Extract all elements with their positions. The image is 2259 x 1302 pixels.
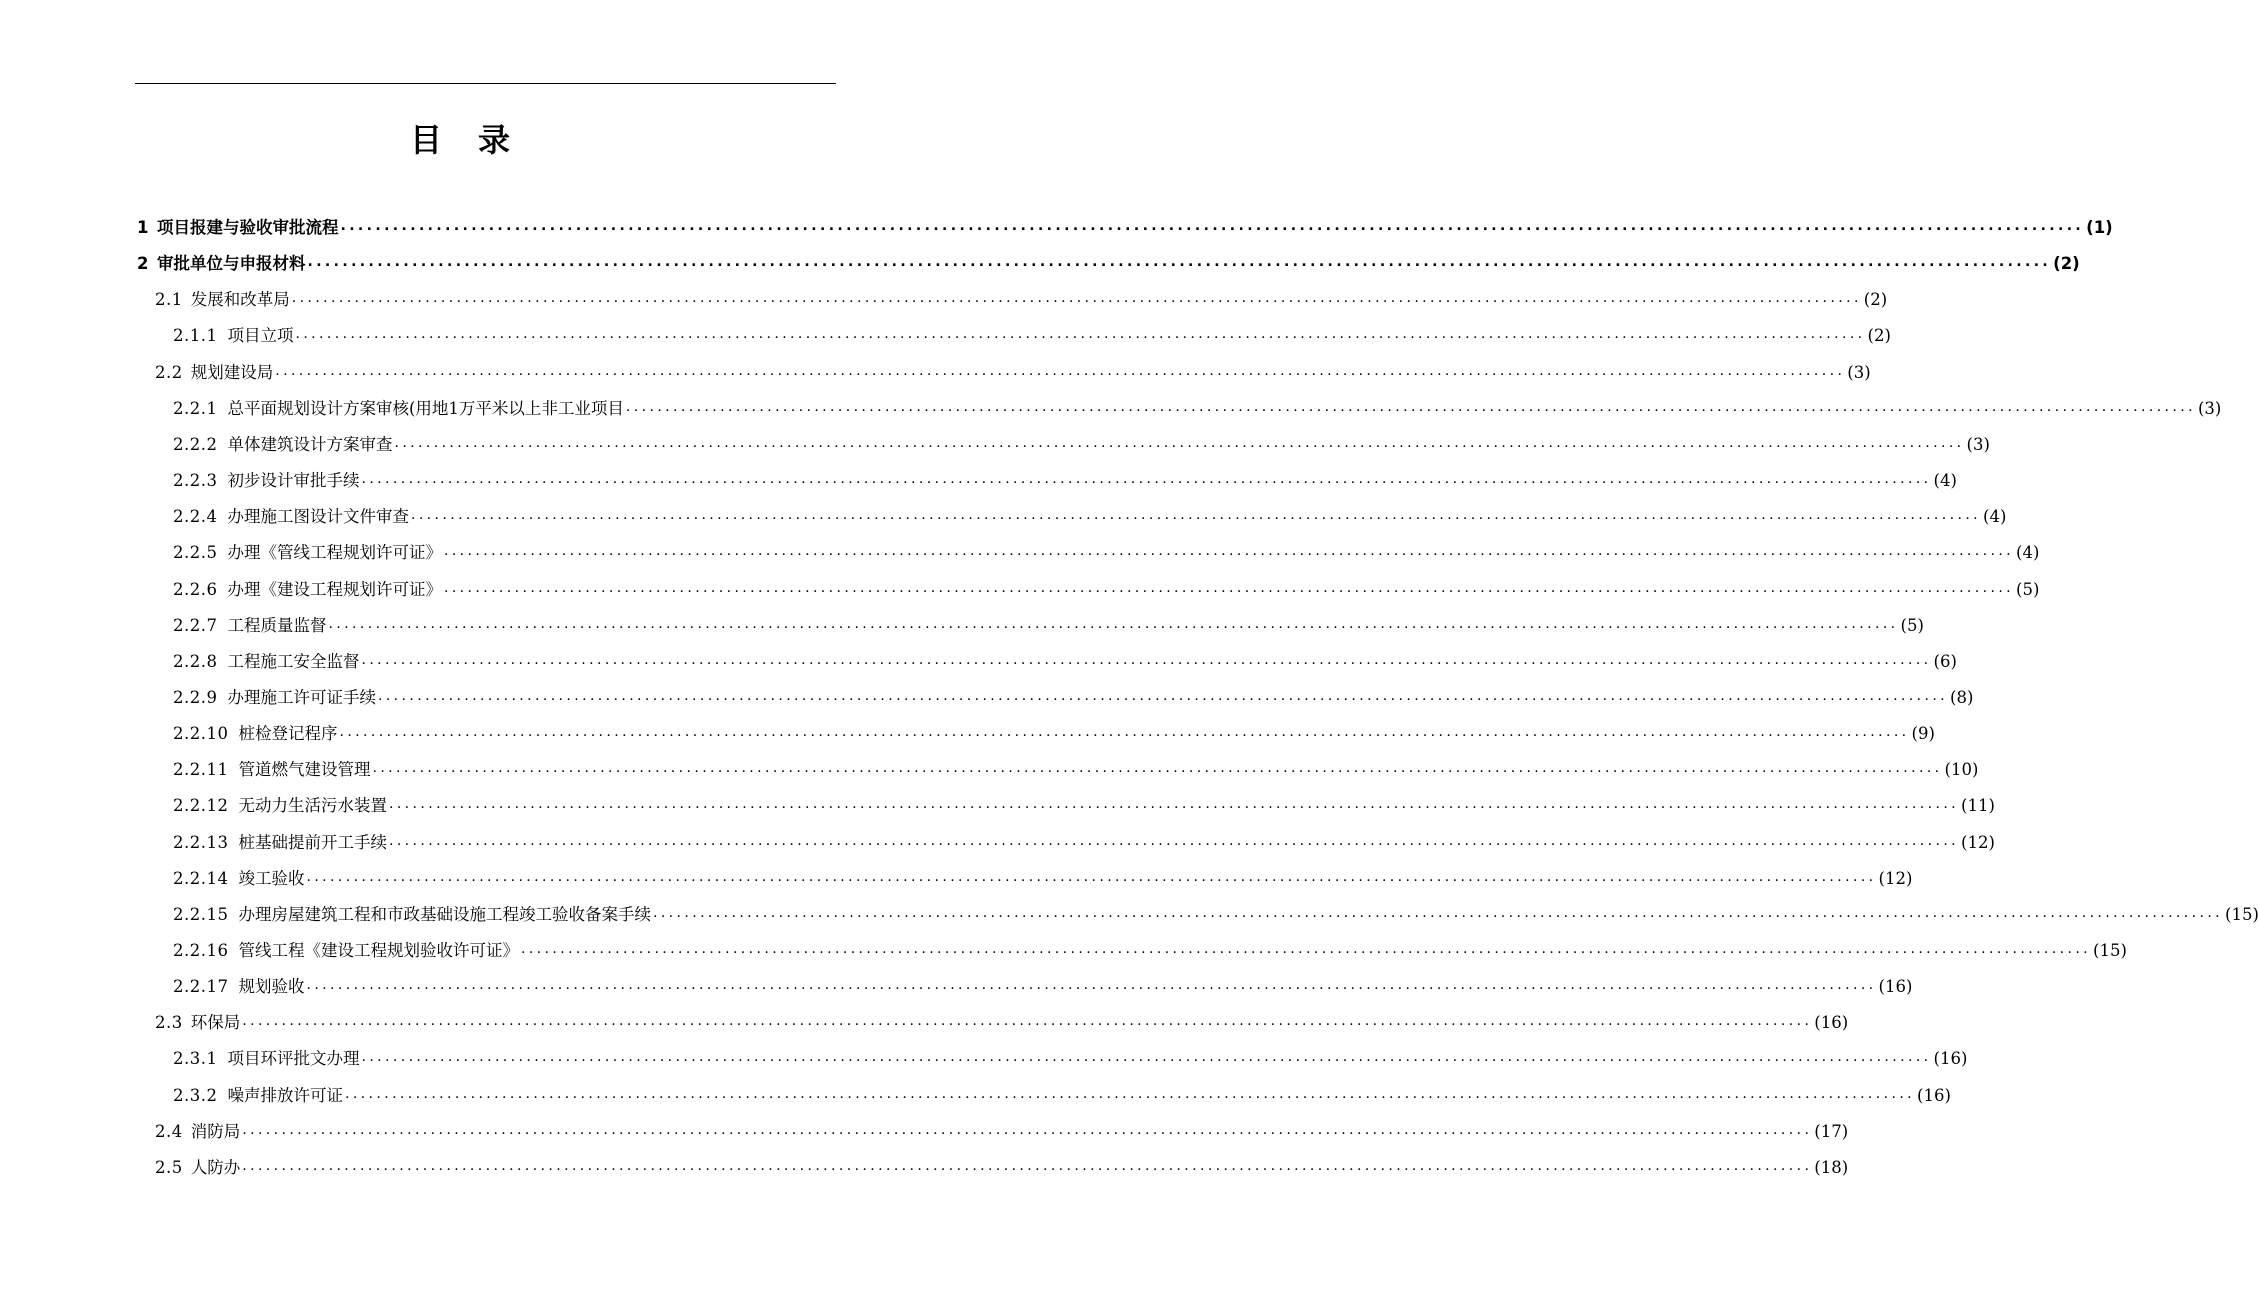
toc-entry[interactable]: [173, 393, 2222, 419]
toc-leader-dots: ........................................................................................................................................................................................................: [361, 652, 1932, 668]
toc-entry[interactable]: [173, 1043, 1968, 1069]
toc-entry-title: 项目报建与验收审批流程: [156, 218, 339, 237]
toc-entry-number: 2.1: [155, 290, 183, 309]
toc-leader-dots: ........................................................................................................................................................................................................: [361, 471, 1932, 487]
toc-entry-title: 办理施工图设计文件审查: [227, 507, 409, 526]
toc-leader-dots: ........................................................................................................................................................................................................: [625, 399, 2196, 415]
toc-entry-title: 单体建筑设计方案审查: [227, 435, 393, 454]
toc-leader-dots: ........................................................................................................................................................................................................: [388, 796, 1960, 812]
toc-leader-dots: ........................................................................................................................................................................................................: [275, 363, 1846, 379]
toc-entry[interactable]: [173, 682, 1974, 708]
toc-entry-page: (18): [1814, 1158, 1849, 1177]
toc-entry[interactable]: [173, 320, 1891, 346]
toc-leader-dots: ........................................................................................................................................................................................................: [306, 869, 1877, 885]
toc-entry-title: 环保局: [190, 1013, 241, 1032]
toc-entry-number: 2.2.17: [173, 977, 229, 996]
toc-entry[interactable]: [173, 537, 2040, 563]
toc-entry[interactable]: [155, 1116, 1849, 1142]
toc-entry[interactable]: [137, 248, 2080, 274]
toc-leader-dots: ........................................................................................................................................................................................................: [443, 543, 2015, 559]
toc-entry[interactable]: [173, 971, 1913, 997]
toc-entry[interactable]: [173, 646, 1957, 672]
toc-leader-dots: ........................................................................................................................................................................................................: [361, 1049, 1932, 1065]
toc-entry[interactable]: [173, 754, 1979, 780]
toc-entry-number: 2.2.15: [173, 905, 229, 924]
toc-entry-title: 项目立项: [227, 326, 294, 345]
toc-entry-title: 办理施工许可证手续: [227, 688, 376, 707]
toc-entry-number: 2.2.13: [173, 833, 229, 852]
toc-entry-page: (15): [2093, 941, 2127, 960]
toc-entry-number: 2.2.16: [173, 941, 229, 960]
toc-entry[interactable]: [173, 827, 1995, 853]
toc-entry-number: 2.3.1: [173, 1049, 218, 1068]
toc-leader-dots: ........................................................................................................................................................................................................: [520, 941, 2092, 957]
toc-entry[interactable]: [173, 790, 1995, 816]
toc-leader-dots: ........................................................................................................................................................................................................: [307, 254, 2052, 270]
toc-entry[interactable]: [155, 1152, 1849, 1178]
toc-entry-title: 规划验收: [238, 977, 305, 996]
toc-entry-page: (1): [2086, 218, 2113, 237]
toc-entry-page: (9): [1911, 724, 1935, 743]
toc-entry-page: (17): [1814, 1122, 1849, 1141]
toc-entry-page: (10): [1944, 760, 1979, 779]
toc-entry-title: 人防办: [190, 1158, 241, 1177]
toc-entry-page: (2): [1867, 326, 1891, 345]
toc-entry[interactable]: [155, 1007, 1849, 1033]
toc-entry-number: 1: [137, 218, 149, 237]
toc-entry-number: 2.2.11: [173, 760, 229, 779]
toc-entry-title: 办理房屋建筑工程和市政基础设施工程竣工验收备案手续: [238, 905, 651, 924]
toc-entry-page: (3): [1966, 435, 1990, 454]
toc-entry-number: 2.1.1: [173, 326, 218, 345]
toc-entry-page: (12): [1878, 869, 1913, 888]
toc-entry-title: 办理《建设工程规划许可证》: [227, 580, 442, 599]
toc-entry-page: (4): [2016, 543, 2040, 562]
toc-entry-title: 项目环评批文办理: [227, 1049, 360, 1068]
toc-leader-dots: ........................................................................................................................................................................................................: [328, 616, 1899, 632]
toc-entry-number: 2.2.12: [173, 796, 229, 815]
toc-entry[interactable]: [173, 1080, 1951, 1106]
toc-entry-page: (4): [1983, 507, 2007, 526]
title-char-1: 目: [409, 121, 442, 159]
toc-entry-page: (12): [1961, 833, 1995, 852]
toc-entry-page: (8): [1950, 688, 1974, 707]
toc-entry-title: 审批单位与申报材料: [156, 254, 306, 273]
toc-leader-dots: ........................................................................................................................................................................................................: [242, 1013, 1813, 1029]
toc-entry-number: 2.2.7: [173, 616, 218, 635]
toc-leader-dots: ........................................................................................................................................................................................................: [242, 1158, 1813, 1174]
toc-entry-title: 工程施工安全监督: [227, 652, 360, 671]
toc-entry-number: 2.4: [155, 1122, 183, 1141]
toc-entry-page: (5): [1900, 616, 1924, 635]
toc-entry-number: 2.2.4: [173, 507, 218, 526]
toc-entry-number: 2.2.6: [173, 580, 218, 599]
toc-entry[interactable]: [155, 284, 1888, 310]
toc-leader-dots: ........................................................................................................................................................................................................: [388, 833, 1960, 849]
toc-entry[interactable]: [173, 899, 2259, 925]
toc-entry-number: 2: [137, 254, 149, 273]
toc-entry[interactable]: [173, 465, 1957, 491]
toc-entry-title: 消防局: [190, 1122, 241, 1141]
toc-entry-title: 无动力生活污水装置: [238, 796, 387, 815]
toc-leader-dots: ........................................................................................................................................................................................................: [652, 905, 2224, 921]
toc-entry-number: 2.2.2: [173, 435, 218, 454]
toc-entry-page: (6): [1933, 652, 1957, 671]
toc-entry-page: (15): [2225, 905, 2259, 924]
toc-entry[interactable]: [137, 212, 2113, 238]
toc-leader-dots: ........................................................................................................................................................................................................: [306, 977, 1877, 993]
page-title: [0, 115, 920, 161]
toc-entry-number: 2.2.10: [173, 724, 229, 743]
toc-entry-page: (3): [2197, 399, 2222, 418]
toc-entry[interactable]: [173, 718, 1935, 744]
toc-leader-dots: ........................................................................................................................................................................................................: [394, 435, 1965, 451]
toc-entry[interactable]: [173, 935, 2127, 961]
toc-entry-page: (16): [1917, 1086, 1951, 1105]
toc-entry-title: 总平面规划设计方案审核(用地1万平米以上非工业项目: [227, 399, 624, 418]
toc-entry-page: (16): [1878, 977, 1913, 996]
toc-entry[interactable]: [173, 429, 1990, 455]
toc-leader-dots: ........................................................................................................................................................................................................: [295, 326, 1866, 342]
toc-entry-page: (5): [2016, 580, 2040, 599]
toc-entry-title: 管道燃气建设管理: [238, 760, 371, 779]
toc-leader-dots: ........................................................................................................................................................................................................: [344, 1086, 1916, 1102]
toc-entry[interactable]: [173, 610, 1924, 636]
toc-entry-title: 竣工验收: [238, 869, 305, 888]
toc-entry-title: 桩基础提前开工手续: [238, 833, 387, 852]
toc-entry-number: 2.2.5: [173, 543, 218, 562]
toc-leader-dots: ........................................................................................................................................................................................................: [242, 1122, 1813, 1138]
toc-entry-title: 噪声排放许可证: [227, 1086, 343, 1105]
toc-entry-title: 管线工程《建设工程规划验收许可证》: [238, 941, 519, 960]
toc-leader-dots: ........................................................................................................................................................................................................: [410, 507, 1982, 523]
toc-entry-page: (11): [1961, 796, 1995, 815]
toc-leader-dots: ........................................................................................................................................................................................................: [377, 688, 1949, 704]
toc-leader-dots: ........................................................................................................................................................................................................: [339, 724, 1910, 740]
toc-entry-title: 发展和改革局: [190, 290, 290, 309]
toc-entry-number: 2.2.14: [173, 869, 229, 888]
toc-entry-title: 工程质量监督: [227, 616, 327, 635]
toc-entry-page: (4): [1933, 471, 1957, 490]
toc-entry[interactable]: [173, 501, 2007, 527]
toc-entry-page: (2): [1863, 290, 1888, 309]
toc-entry-number: 2.2.8: [173, 652, 218, 671]
toc-entry-title: 桩检登记程序: [238, 724, 338, 743]
toc-entry-page: (16): [1814, 1013, 1849, 1032]
toc-leader-dots: ........................................................................................................................................................................................................: [291, 290, 1862, 306]
toc-entry[interactable]: [155, 357, 1871, 383]
toc-entry-number: 2.3.2: [173, 1086, 218, 1105]
toc-leader-dots: ........................................................................................................................................................................................................: [340, 218, 2085, 234]
toc-entry-title: 初步设计审批手续: [227, 471, 360, 490]
toc-entry-number: 2.2.1: [173, 399, 218, 418]
toc-entry-number: 2.2: [155, 363, 183, 382]
toc-entry-page: (3): [1847, 363, 1871, 382]
toc-entry-page: (16): [1933, 1049, 1968, 1068]
toc-entry-number: 2.2.9: [173, 688, 218, 707]
toc-leader-dots: ........................................................................................................................................................................................................: [443, 580, 2015, 596]
toc-entry-page: (2): [2053, 254, 2080, 273]
header-rule: [135, 83, 836, 84]
toc-entry[interactable]: [173, 863, 1913, 889]
title-char-2: 录: [478, 121, 511, 159]
toc-entry[interactable]: [173, 574, 2040, 600]
toc-entry-number: 2.3: [155, 1013, 183, 1032]
toc-entry-number: 2.2.3: [173, 471, 218, 490]
toc-entry-title: 规划建设局: [190, 363, 274, 382]
toc-entry-title: 办理《管线工程规划许可证》: [227, 543, 442, 562]
toc-leader-dots: ........................................................................................................................................................................................................: [372, 760, 1943, 776]
toc-entry-number: 2.5: [155, 1158, 183, 1177]
